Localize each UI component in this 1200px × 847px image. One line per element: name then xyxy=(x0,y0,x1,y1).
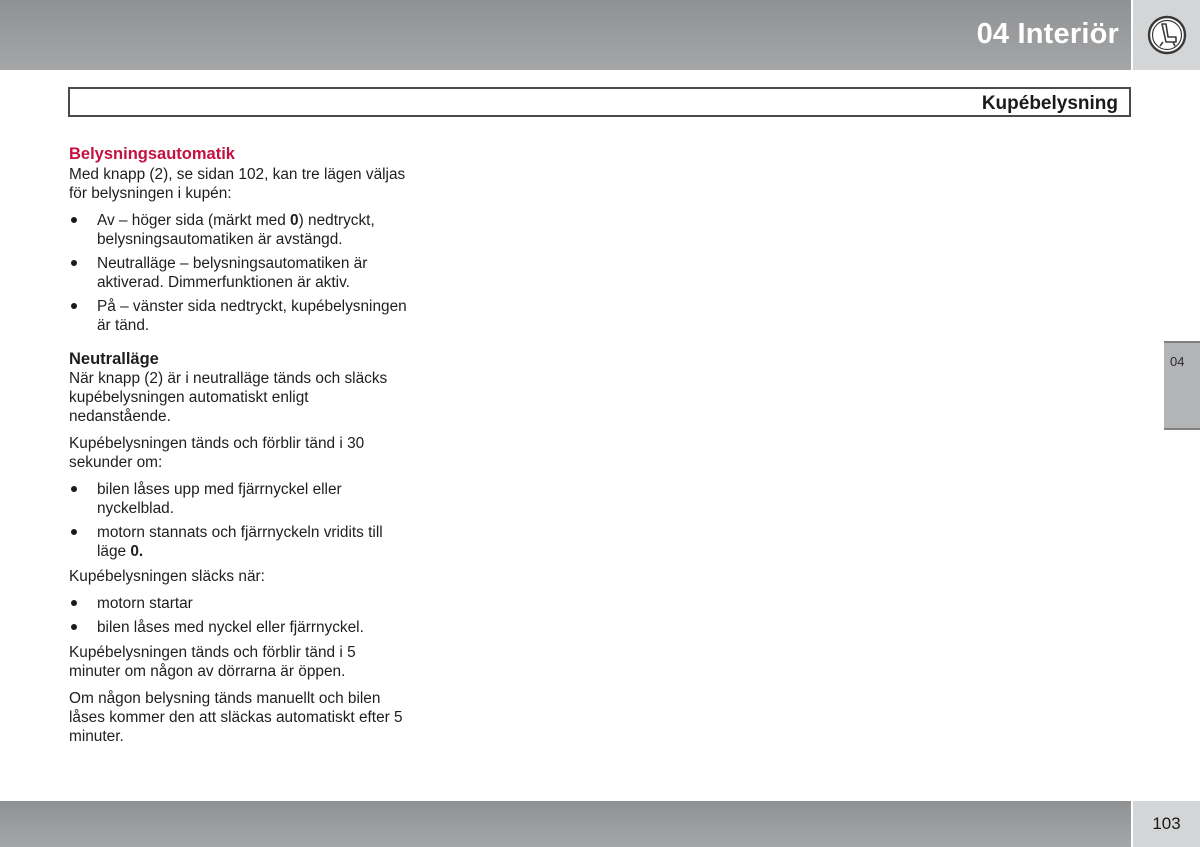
bullet-item xyxy=(69,618,409,637)
chapter-icon-tab xyxy=(1131,0,1200,70)
bullet-item xyxy=(69,480,409,518)
bullet-text: motorn stannats och fjärrnyckeln vridits till läge xyxy=(97,524,383,560)
chapter-side-tab xyxy=(1164,341,1200,430)
chapter-title: 04 Interiör xyxy=(976,18,1119,50)
bullet-item xyxy=(69,254,409,292)
bullet-text: motorn startar xyxy=(97,595,193,612)
paragraph: Med knapp (2), se sidan 102, kan tre lägen väljas för belysningen i kupén: xyxy=(69,166,406,202)
seat-icon xyxy=(1147,15,1187,55)
bullet-item xyxy=(69,594,409,613)
paragraph: När knapp (2) är i neutralläge tänds och släcks kupébelysningen automatiskt enligt nedanstående. xyxy=(69,370,388,425)
paragraph: Kupébelysningen tänds och förblir tänd i 5 minuter om någon av dörrarna är öppen. xyxy=(69,644,356,680)
paragraph: Om någon belysning tänds manuellt och bilen låses kommer den att släckas automatiskt efter 5 minuter. xyxy=(69,690,403,745)
section-title-box xyxy=(68,87,1131,117)
section-title: Kupébelysning xyxy=(981,93,1118,114)
bullet-list xyxy=(69,480,409,561)
side-tab-label: 04 xyxy=(1170,354,1185,369)
bullet-text: bilen låses upp med fjärrnyckel eller nyckelblad. xyxy=(97,481,342,517)
heading-belysningsautomatik: Belysningsautomatik xyxy=(69,145,235,163)
paragraph: Kupébelysningen släcks när: xyxy=(69,568,265,585)
bullet-text: Av – höger sida (märkt med xyxy=(97,212,291,229)
bullet-text: På – vänster sida nedtryckt, kupébelysningen är tänd. xyxy=(97,298,407,334)
page-number-tab xyxy=(1131,801,1200,847)
bullet-item xyxy=(69,523,409,561)
bullet-bold-text: 0 xyxy=(290,212,299,229)
bullet-text: Neutralläge – belysningsautomatiken är aktiverad. Dimmerfunktionen är aktiv. xyxy=(97,255,368,291)
header-bar xyxy=(0,0,1131,70)
heading-neutrallage: Neutralläge xyxy=(69,350,159,368)
bullet-text: ) nedtryckt, belysningsautomatiken är avstängd. xyxy=(97,212,375,248)
bullet-item xyxy=(69,297,409,335)
bullet-bold-text: 0. xyxy=(130,543,144,560)
bullet-list xyxy=(69,211,409,335)
bullet-item xyxy=(69,211,409,249)
footer-bar xyxy=(0,801,1131,847)
page-number: 103 xyxy=(1152,814,1181,833)
bullet-list xyxy=(69,594,409,637)
main-content xyxy=(69,144,409,754)
paragraph: Kupébelysningen tänds och förblir tänd i 30 sekunder om: xyxy=(69,435,365,471)
bullet-text: bilen låses med nyckel eller fjärrnyckel. xyxy=(97,619,364,636)
